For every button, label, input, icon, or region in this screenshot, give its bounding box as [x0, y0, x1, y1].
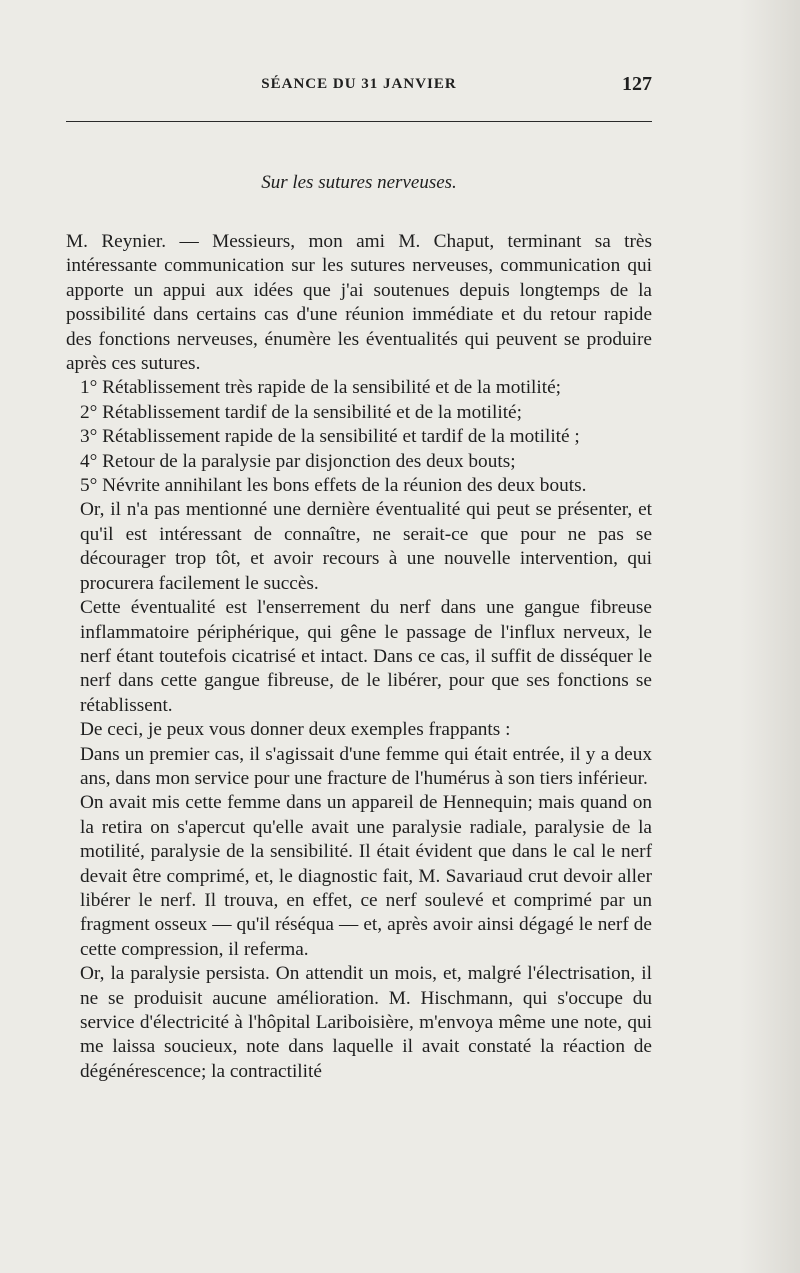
paragraph: De ceci, je peux vous donner deux exemples frappants : — [80, 719, 511, 741]
list-item: 5° Névrite annihilant les bons effets de la réunion des deux bouts. — [80, 475, 587, 497]
list-item: 3° Rétablissement rapide de la sensibilité et tardif de la motilité ; — [80, 426, 580, 448]
body-text — [66, 230, 652, 1084]
paragraph: On avait mis cette femme dans un appareil de Hennequin; mais quand on la retira on s'apercut qu'elle avait une paralysie radiale, paralysie de la motilité, paralysie de la sensibilité. Il était évident que dans le cal le nerf devait être comprimé, et, le diagnostic fait, M. Savariaud crut devoir aller libérer le nerf. Il trouva, en effet, ce nerf soulevé et comprimé par un fragment osseux — qu'il réséqua — et, après avoir ainsi dégagé le nerf de cette compression, il referma. — [80, 792, 652, 960]
header-rule — [66, 121, 652, 122]
list-item: 2° Rétablissement tardif de la sensibilité et de la motilité; — [80, 401, 522, 423]
list-item: 4° Retour de la paralysie par disjonction des deux bouts; — [80, 450, 516, 472]
paragraph: Or, il n'a pas mentionné une dernière éventualité qui peut se présenter, et qu'il est intéressant de connaître, ne serait-ce que pour ne pas se décourager trop tôt, et avoir recours à une nouvelle intervention, qui procurera facilement le succès. — [80, 499, 652, 594]
running-header — [66, 73, 652, 100]
section-title: Sur les sutures nerveuses. — [261, 172, 457, 193]
paragraph: Dans un premier cas, il s'agissait d'une femme qui était entrée, il y a deux ans, dans mon service pour une fracture de l'humérus à son tiers inférieur. — [80, 743, 652, 789]
page-number: 127 — [622, 73, 652, 95]
paragraph: Or, la paralysie persista. On attendit un mois, et, malgré l'électrisation, il ne se produisit aucune amélioration. M. Hischmann, qui s'occupe du service d'électricité à l'hôpital Lariboisière, m'envoya même une note, qui me laissa soucieux, note dans laquelle il avait constaté la réaction de dégénérescence; la contractilité — [80, 963, 652, 1082]
paragraph: M. Reynier. — Messieurs, mon ami M. Chaput, terminant sa très intéressante communication sur les sutures nerveuses, communication qui apporte un appui aux idées que j'ai soutenues depuis longtemps de la possibilité dans certains cas d'une réunion immédiate et du retour rapide des fonctions nerveuses, énumère les éventualités qui peuvent se produire après ces sutures. — [66, 231, 652, 375]
paragraph: Cette éventualité est l'enserrement du nerf dans une gangue fibreuse inflammatoire périphérique, qui gêne le passage de l'influx nerveux, le nerf étant toutefois cicatrisé et intact. Dans ce cas, il suffit de disséquer le nerf dans cette gangue fibreuse, de le libérer, pour que ses fonctions se rétablissent. — [80, 597, 652, 716]
page-edge-shadow — [740, 0, 800, 1273]
list-item: 1° Rétablissement très rapide de la sensibilité et de la motilité; — [80, 377, 562, 399]
running-title: SÉANCE DU 31 JANVIER — [261, 76, 457, 92]
